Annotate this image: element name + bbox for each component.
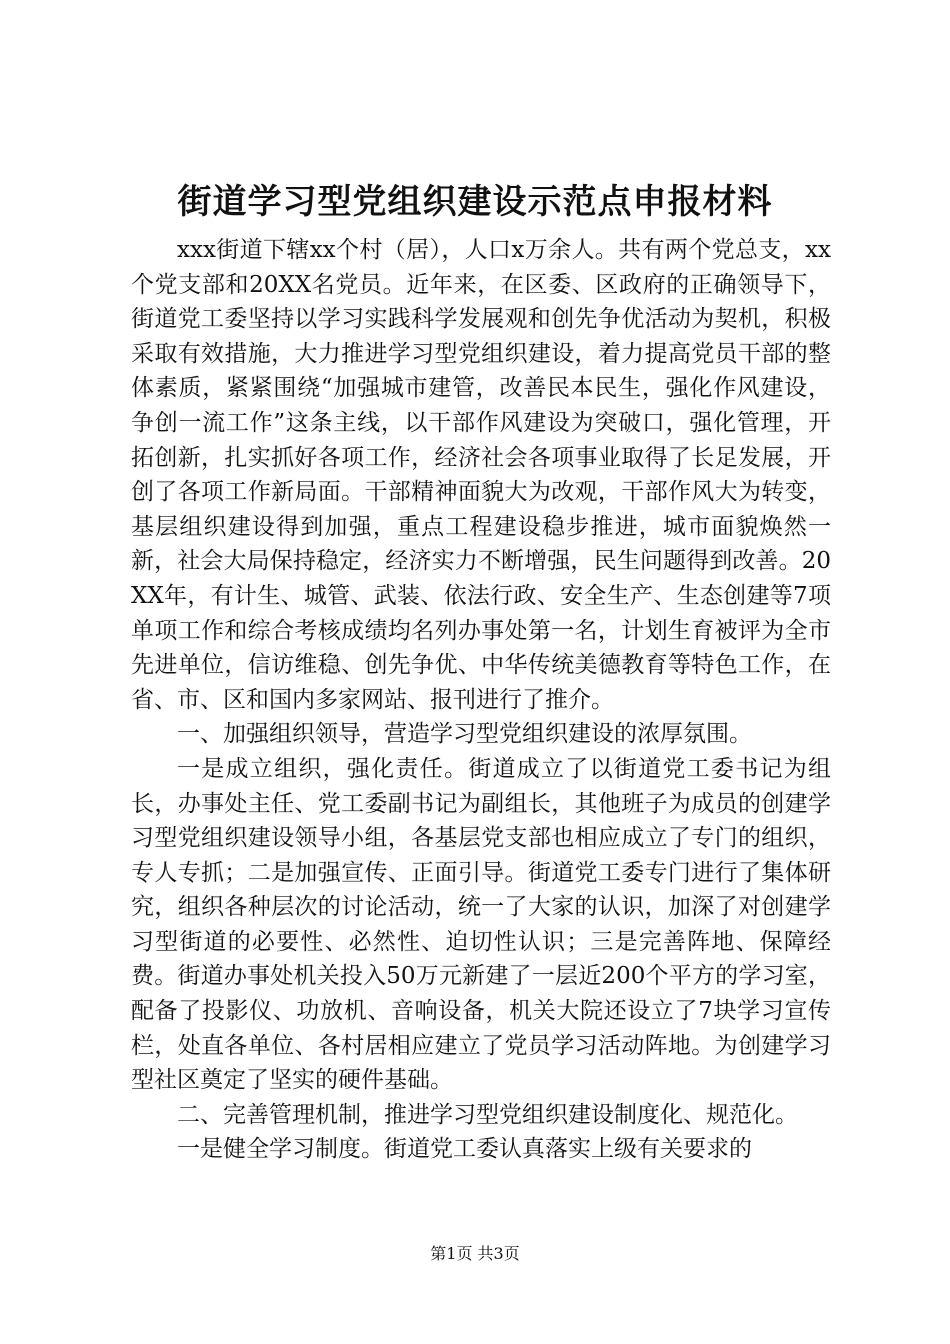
paragraph-section-1: 一是成立组织，强化责任。街道成立了以街道党工委书记为组长，办事处主任、党工委副书记为副组长，其他班子为成员的创建学习型党组织建设领导小组，各基层党支部也相应成立了专门的组织，专人专抓；二是加强宣传、正面引导。街道党工委专门进行了集体研究，组织各种层次的讨论活动，统一了大家的认识，加深了对创建学习型街道的必要性、必然性、迫切性认识；三是完善阵地、保障经费。街道办事处机关投入50万元新建了一层近200个平方的学习室，配备了投影仪、功放机、音响设备，机关大院还设立了7块学习宣传栏，处直各单位、各村居相应建立了党员学习活动阵地。为创建学习型社区奠定了坚实的硬件基础。 <box>131 755 831 1094</box>
document-body <box>131 233 831 1167</box>
document-title: 街道学习型党组织建设示范点申报材料 <box>177 182 773 222</box>
page-number-footer: 第1页 共3页 <box>430 1244 520 1263</box>
paragraph-intro: xxx街道下辖xx个村（居），人口x万余人。共有两个党总支，xx个党支部和20XX名党员。近年来，在区委、区政府的正确领导下，街道党工委坚持以学习实践科学发展观和创先争优活动为契机，积极采取有效措施，大力推进学习型党组织建设，着力提高党员干部的整体素质，紧紧围绕“加强城市建管，改善民本民生，强化作风建设，争创一流工作”这条主线，以干部作风建设为突破口，强化管理，开拓创新，扎实抓好各项工作，经济社会各项事业取得了长足发展，开创了各项工作新局面。干部精神面貌大为改观，干部作风大为转变，基层组织建设得到加强，重点工程建设稳步推进，城市面貌焕然一新，社会大局保持稳定，经济实力不断增强，民生问题得到改善。20XX年，有计生、城管、武装、依法行政、安全生产、生态创建等7项单项工作和综合考核成绩均名列办事处第一名，计划生育被评为全市先进单位，信访维稳、创先争优、中华传统美德教育等特色工作，在省、市、区和国内多家网站、报刊进行了推介。 <box>131 237 831 713</box>
section-heading-2: 二、完善管理机制，推进学习型党组织建设制度化、规范化。 <box>177 1101 798 1128</box>
paragraph-section-2: 一是健全学习制度。街道党工委认真落实上级有关要求的 <box>177 1136 752 1163</box>
section-heading-1: 一、加强组织领导，营造学习型党组织建设的浓厚氛围。 <box>177 721 752 748</box>
